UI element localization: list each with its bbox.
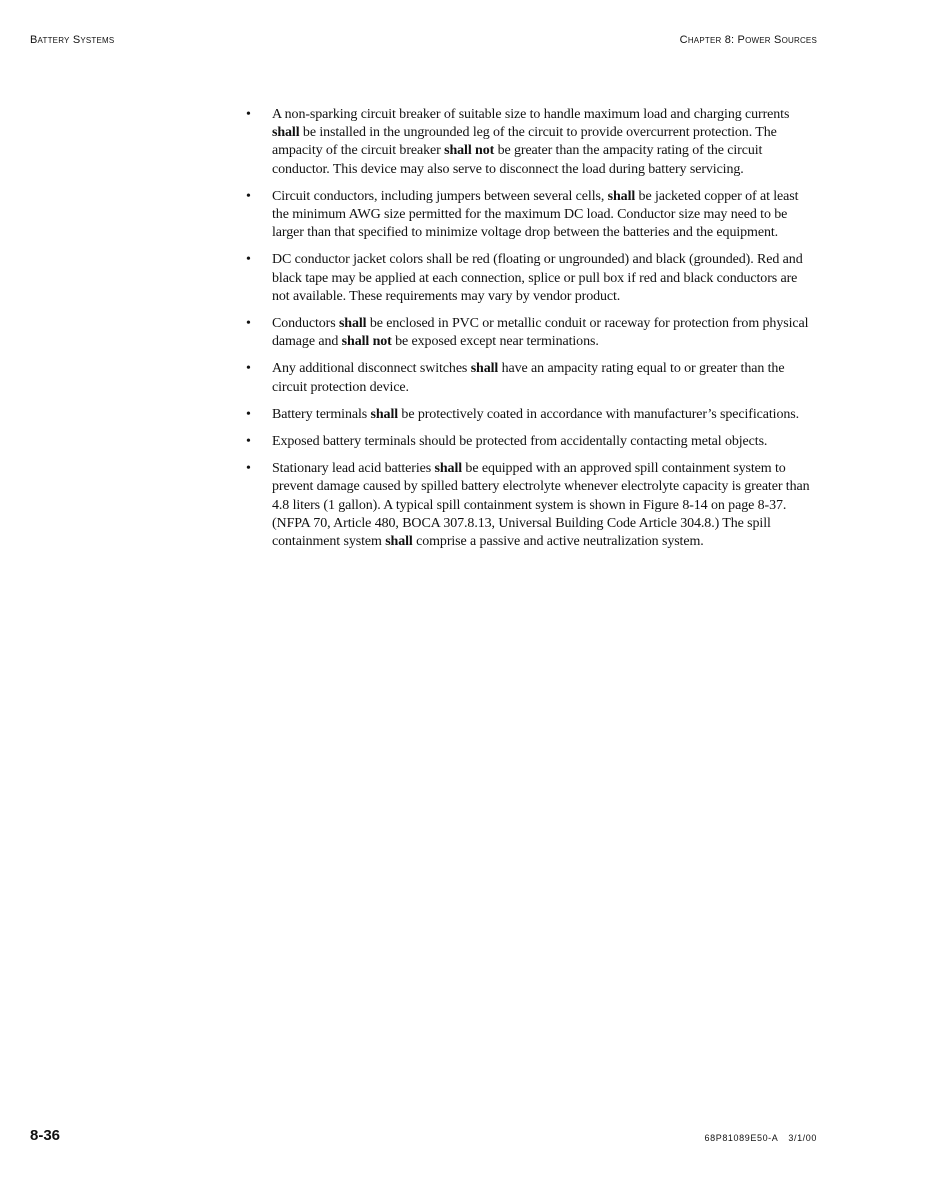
bullet-point-icon: •	[246, 107, 251, 122]
bullet-text-run: Stationary lead acid batteries	[272, 461, 435, 477]
bullet-text-run: be protectively coated in accordance with manufacturer’s specifications.	[398, 406, 800, 422]
bullet-emphasis: shall	[434, 461, 463, 477]
bullet-point-icon: •	[246, 461, 251, 477]
bullet-text	[272, 316, 808, 349]
bullet-text-run: A non-sparking circuit breaker of suitable size to handle maximum load and charging currents	[272, 107, 790, 122]
bullet-point-icon: •	[246, 406, 251, 422]
bullet-text	[272, 252, 803, 303]
bullet-text-run: be equipped with an approved spill containment system to prevent damage caused by spilled battery electrolyte whenever electrolyte capacity is greater than 4.8 liters (1 gallon). A typical spill containment system is shown in Figure 8-14 on page 8-37. (NFPA 70, Article 480, BOCA 307.8.13, Universal Building Code Article 304.8.) The spill containment system	[272, 461, 810, 550]
bullet-text-run: DC conductor jacket colors shall be red (floating or ungrounded) and black (grounded). Red and black tape may be applied at each connection, splice or pull box if red and black conductors are not available. These requirements may vary by vendor product.	[272, 252, 803, 304]
bullet-item	[246, 315, 818, 351]
bullet-text	[272, 189, 798, 240]
bullet-emphasis: shall	[607, 188, 636, 204]
bullet-text	[272, 434, 767, 449]
bullet-item	[246, 106, 818, 179]
bullet-text	[272, 407, 799, 422]
bullet-text-run: Battery terminals	[272, 406, 371, 422]
bullet-item	[246, 406, 818, 424]
bullet-text-run: be installed in the ungrounded leg of the circuit to provide overcurrent protection. The ampacity of the circuit breaker	[272, 125, 777, 159]
bullet-text	[272, 361, 784, 394]
bullet-text-run: comprise a passive and active neutralization system.	[412, 534, 704, 550]
bullet-emphasis: shall	[385, 534, 413, 550]
bullet-emphasis: shall	[338, 316, 367, 332]
bullet-item	[246, 460, 818, 551]
bullet-text-run: be jacketed copper of at least the minimum AWG size permitted for the maximum DC load. Conductor size may need to be larger than that specified to minimize voltage drop between the batteries and the equipment.	[272, 188, 799, 241]
bullet-point-icon: •	[246, 188, 251, 204]
requirements-bullet-list	[246, 106, 818, 551]
bullet-text-run: Exposed battery terminals should be protected from accidentally contacting metal objects.	[272, 434, 768, 450]
bullet-emphasis: shall not	[444, 143, 495, 159]
bullet-text-run: be exposed except near terminations.	[391, 334, 599, 350]
bullet-text-run: be enclosed in PVC or metallic conduit or raceway for protection from physical damage and	[272, 316, 809, 350]
bullet-text-run: Circuit conductors, including jumpers between several cells,	[272, 188, 608, 204]
bullet-emphasis: shall	[272, 125, 300, 141]
bullet-text-run: Any additional disconnect switches	[272, 361, 471, 377]
bullet-item	[246, 188, 818, 243]
bullet-emphasis: shall not	[341, 334, 392, 350]
bullet-point-icon: •	[246, 361, 251, 377]
running-header-left: Battery Systems	[30, 34, 115, 46]
bullet-point-icon: •	[246, 434, 251, 450]
bullet-text	[272, 461, 810, 549]
bullet-text-run: be greater than the ampacity rating of the circuit conductor. This device may also serve to disconnect the load during battery servicing.	[272, 143, 763, 177]
running-header-right: Chapter 8: Power Sources	[679, 34, 817, 46]
body-content	[246, 106, 818, 560]
bullet-point-icon: •	[246, 316, 251, 332]
bullet-text-run: have an ampacity rating equal to or greater than the circuit protection device.	[272, 361, 785, 395]
bullet-item	[246, 251, 818, 306]
page-number: 8-36	[30, 1127, 61, 1144]
bullet-item	[246, 433, 818, 451]
bullet-point-icon: •	[246, 252, 251, 268]
bullet-text	[272, 107, 789, 177]
document-date: 3/1/00	[788, 1133, 817, 1143]
bullet-text-run: Conductors	[272, 316, 339, 332]
bullet-emphasis: shall	[470, 361, 499, 377]
document-id-footer	[705, 1133, 817, 1143]
bullet-emphasis: shall	[370, 406, 399, 422]
document-id: 68P81089E50-A	[704, 1133, 779, 1143]
bullet-item	[246, 360, 818, 396]
